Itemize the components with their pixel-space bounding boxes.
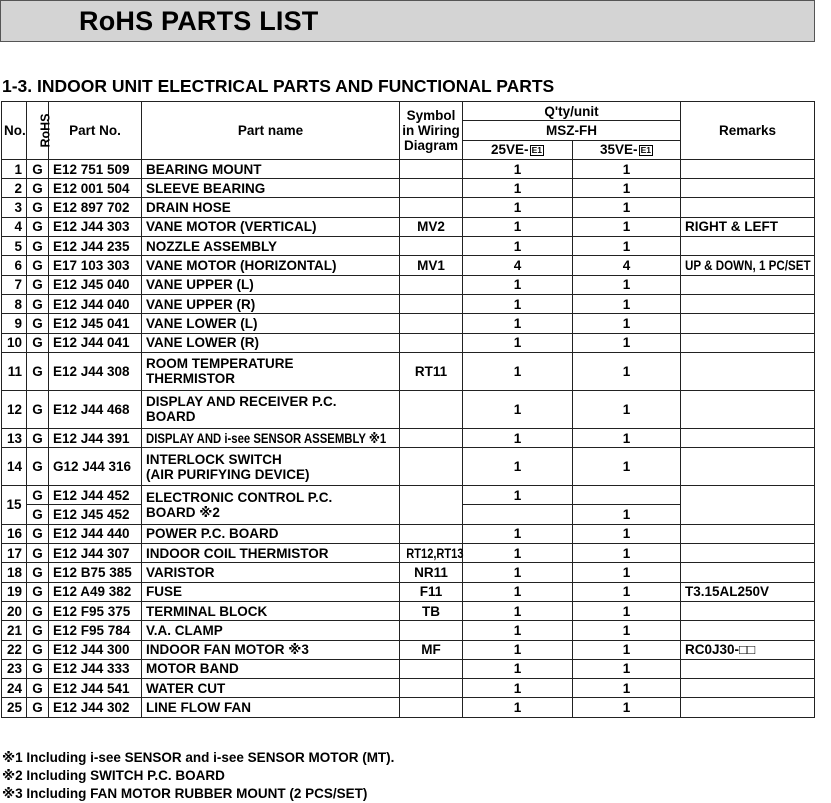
row-part-no: E12 J44 300 xyxy=(49,640,142,659)
row-no: 13 xyxy=(2,428,27,447)
row-part-name: INDOOR COIL THERMISTOR xyxy=(142,544,400,563)
row-remarks xyxy=(681,198,815,217)
table-row xyxy=(2,448,815,486)
row-part-no: E17 103 303 xyxy=(49,256,142,275)
table-row xyxy=(2,640,815,659)
row-rohs: G xyxy=(27,352,49,390)
row-qty-35: 1 xyxy=(573,217,681,236)
row-rohs: G xyxy=(27,679,49,698)
row-part-name: LINE FLOW FAN xyxy=(142,698,400,717)
row-symbol xyxy=(400,544,463,563)
row-no: 17 xyxy=(2,544,27,563)
row-symbol xyxy=(400,333,463,352)
row-qty-35: 1 xyxy=(573,582,681,601)
row-part-name: VANE MOTOR (HORIZONTAL) xyxy=(142,256,400,275)
row-part-name: MOTOR BAND xyxy=(142,659,400,678)
row-part-no: E12 J44 452 xyxy=(49,486,142,505)
row-part-no: E12 J44 333 xyxy=(49,659,142,678)
table-row xyxy=(2,659,815,678)
row-remarks: T3.15AL250V xyxy=(681,582,815,601)
row-rohs: G xyxy=(27,659,49,678)
row-part-name-line2: BOARD ※2 xyxy=(146,504,220,520)
row-qty-25: 1 xyxy=(463,698,573,717)
row-qty-25 xyxy=(463,505,573,524)
row-qty-25: 1 xyxy=(463,640,573,659)
row-part-no: E12 J44 041 xyxy=(49,333,142,352)
row-rohs: G xyxy=(27,640,49,659)
row-symbol: MV2 xyxy=(400,217,463,236)
row-no: 4 xyxy=(2,217,27,236)
row-qty-35: 1 xyxy=(573,390,681,428)
row-part-name: WATER CUT xyxy=(142,679,400,698)
header-part-no: Part No. xyxy=(49,102,142,160)
header-model: MSZ-FH xyxy=(463,121,681,140)
row-no: 6 xyxy=(2,256,27,275)
row-part-no: E12 J44 303 xyxy=(49,217,142,236)
row-qty-25: 1 xyxy=(463,448,573,486)
row-qty-25: 1 xyxy=(463,390,573,428)
row-part-name xyxy=(142,352,400,390)
row-qty-35: 1 xyxy=(573,698,681,717)
row-part-no: E12 J44 308 xyxy=(49,352,142,390)
row-part-no: E12 J44 302 xyxy=(49,698,142,717)
row-remarks: RC0J30-□□ xyxy=(681,640,815,659)
header-part-name: Part name xyxy=(142,102,400,160)
row-qty-25: 1 xyxy=(463,563,573,582)
row-part-no: E12 J44 307 xyxy=(49,544,142,563)
table-row xyxy=(2,237,815,256)
row-qty-35: 1 xyxy=(573,544,681,563)
row-part-name: SLEEVE BEARING xyxy=(142,179,400,198)
row-qty-35: 1 xyxy=(573,198,681,217)
row-symbol: MV1 xyxy=(400,256,463,275)
table-row xyxy=(2,563,815,582)
row-part-name: V.A. CLAMP xyxy=(142,621,400,640)
row-symbol xyxy=(400,524,463,543)
row-rohs: G xyxy=(27,486,49,505)
row-qty-25: 1 xyxy=(463,582,573,601)
header-band xyxy=(0,0,815,42)
row-qty-35: 1 xyxy=(573,237,681,256)
row-part-name: INDOOR FAN MOTOR ※3 xyxy=(142,640,400,659)
table-row xyxy=(2,198,815,217)
row-no: 15 xyxy=(2,486,27,525)
row-part-name: NOZZLE ASSEMBLY xyxy=(142,237,400,256)
row-qty-25: 1 xyxy=(463,198,573,217)
row-no: 12 xyxy=(2,390,27,428)
row-remarks xyxy=(681,294,815,313)
row-part-name: DRAIN HOSE xyxy=(142,198,400,217)
row-remarks xyxy=(681,486,815,525)
footnote-3: ※3 Including FAN MOTOR RUBBER MOUNT (2 PCS/SET) xyxy=(2,786,368,801)
row-symbol xyxy=(400,448,463,486)
table-row xyxy=(2,179,815,198)
row-part-name: TERMINAL BLOCK xyxy=(142,601,400,620)
row-remarks xyxy=(681,679,815,698)
row-symbol: F11 xyxy=(400,582,463,601)
row-symbol: NR11 xyxy=(400,563,463,582)
row-symbol xyxy=(400,275,463,294)
row-part-name-line2: (AIR PURIFYING DEVICE) xyxy=(146,466,310,482)
row-remarks xyxy=(681,621,815,640)
row-qty-35: 1 xyxy=(573,524,681,543)
row-part-no: E12 A49 382 xyxy=(49,582,142,601)
row-qty-25: 1 xyxy=(463,428,573,447)
row-qty-25: 1 xyxy=(463,314,573,333)
row-remarks xyxy=(681,601,815,620)
row-qty-25: 1 xyxy=(463,601,573,620)
row-part-no: E12 J44 541 xyxy=(49,679,142,698)
row-part-name: VANE UPPER (R) xyxy=(142,294,400,313)
header-symbol-line2: in Wiring xyxy=(402,122,460,138)
row-rohs: G xyxy=(27,621,49,640)
row-rohs: G xyxy=(27,179,49,198)
row-part-name xyxy=(142,486,400,525)
row-qty-35: 4 xyxy=(573,256,681,275)
row-qty-35: 1 xyxy=(573,601,681,620)
row-part-name xyxy=(142,390,400,428)
row-no: 23 xyxy=(2,659,27,678)
header-symbol-line3: Diagram xyxy=(403,137,459,153)
row-qty-25: 1 xyxy=(463,294,573,313)
row-remarks xyxy=(681,390,815,428)
header-qty: Q'ty/unit xyxy=(463,102,681,121)
row-qty-25: 1 xyxy=(463,159,573,178)
header-col-25-label: 25VE- xyxy=(491,142,529,158)
footnote-1: ※1 Including i-see SENSOR and i-see SENSOR MOTOR (MT). xyxy=(2,750,395,765)
table-row xyxy=(2,294,815,313)
row-symbol: RT11 xyxy=(400,352,463,390)
row-rohs: G xyxy=(27,698,49,717)
row-qty-35: 1 xyxy=(573,314,681,333)
parts-table xyxy=(1,101,815,718)
table-row xyxy=(2,428,815,447)
row-part-no: E12 J44 235 xyxy=(49,237,142,256)
row-rohs: G xyxy=(27,159,49,178)
row-part-name-line1: DISPLAY AND RECEIVER P.C. xyxy=(146,394,337,410)
row-symbol xyxy=(400,159,463,178)
row-rohs: G xyxy=(27,217,49,236)
row-qty-25: 1 xyxy=(463,679,573,698)
row-part-name-line2: THERMISTOR xyxy=(146,371,236,387)
row-no: 25 xyxy=(2,698,27,717)
row-part-name-line1: ELECTRONIC CONTROL P.C. xyxy=(146,489,333,505)
table-row xyxy=(2,256,815,275)
row-rohs: G xyxy=(27,428,49,447)
section-title: 1-3. INDOOR UNIT ELECTRICAL PARTS AND FUNCTIONAL PARTS xyxy=(2,76,555,96)
table-row xyxy=(2,621,815,640)
row-remarks xyxy=(681,659,815,678)
row-remarks-text: UP & DOWN, 1 PC/SET xyxy=(685,258,811,274)
row-part-name xyxy=(142,428,400,447)
row-no: 9 xyxy=(2,314,27,333)
table-row xyxy=(2,524,815,543)
row-remarks xyxy=(681,333,815,352)
row-qty-35: 1 xyxy=(573,275,681,294)
row-part-name-text: DISPLAY AND i-see SENSOR ASSEMBLY ※1 xyxy=(146,430,387,446)
row-rohs: G xyxy=(27,524,49,543)
row-rohs: G xyxy=(27,582,49,601)
row-symbol xyxy=(400,198,463,217)
row-remarks xyxy=(681,256,815,275)
row-remarks xyxy=(681,314,815,333)
row-rohs: G xyxy=(27,237,49,256)
row-symbol xyxy=(400,698,463,717)
row-rohs: G xyxy=(27,544,49,563)
footnote-2: ※2 Including SWITCH P.C. BOARD xyxy=(2,768,225,783)
row-symbol xyxy=(400,428,463,447)
row-remarks xyxy=(681,237,815,256)
header-symbol-line1: Symbol xyxy=(406,107,456,123)
row-rohs: G xyxy=(27,314,49,333)
table-row xyxy=(2,390,815,428)
row-remarks: RIGHT & LEFT xyxy=(681,217,815,236)
row-rohs: G xyxy=(27,294,49,313)
row-symbol xyxy=(400,659,463,678)
header-rohs xyxy=(27,102,53,160)
table-row xyxy=(2,352,815,390)
row-no: 14 xyxy=(2,448,27,486)
row-part-name: POWER P.C. BOARD xyxy=(142,524,400,543)
row-rohs: G xyxy=(27,601,49,620)
row-qty-25: 1 xyxy=(463,524,573,543)
row-part-name-line2: BOARD xyxy=(146,409,196,425)
row-part-name: FUSE xyxy=(142,582,400,601)
row-remarks xyxy=(681,544,815,563)
header-col-35 xyxy=(573,140,681,159)
row-qty-25: 1 xyxy=(463,217,573,236)
row-qty-35: 1 xyxy=(573,159,681,178)
table-row xyxy=(2,217,815,236)
row-qty-35: 1 xyxy=(573,505,681,524)
row-qty-35: 1 xyxy=(573,679,681,698)
row-part-no: E12 B75 385 xyxy=(49,563,142,582)
row-part-name: VANE UPPER (L) xyxy=(142,275,400,294)
table-row xyxy=(2,698,815,717)
row-qty-25: 1 xyxy=(463,486,573,505)
row-remarks xyxy=(681,698,815,717)
row-qty-35: 1 xyxy=(573,333,681,352)
table-row xyxy=(2,333,815,352)
header-remarks: Remarks xyxy=(681,102,815,160)
row-qty-25: 4 xyxy=(463,256,573,275)
table-row xyxy=(2,486,815,505)
row-part-name xyxy=(142,448,400,486)
row-remarks xyxy=(681,524,815,543)
row-symbol xyxy=(400,390,463,428)
row-part-no: E12 J44 391 xyxy=(49,428,142,447)
row-qty-25: 1 xyxy=(463,621,573,640)
row-rohs: G xyxy=(27,198,49,217)
row-qty-25: 1 xyxy=(463,352,573,390)
row-symbol xyxy=(400,314,463,333)
table-row xyxy=(2,679,815,698)
row-no: 24 xyxy=(2,679,27,698)
row-qty-25: 1 xyxy=(463,275,573,294)
row-qty-25: 1 xyxy=(463,179,573,198)
row-part-no: G12 J44 316 xyxy=(49,448,142,486)
header-col-25 xyxy=(463,140,573,159)
row-part-no: E12 J45 041 xyxy=(49,314,142,333)
row-remarks xyxy=(681,179,815,198)
row-qty-25: 1 xyxy=(463,544,573,563)
row-symbol xyxy=(400,237,463,256)
row-rohs: G xyxy=(27,505,49,524)
row-qty-35: 1 xyxy=(573,563,681,582)
row-qty-35: 1 xyxy=(573,659,681,678)
row-qty-35: 1 xyxy=(573,640,681,659)
table-row xyxy=(2,275,815,294)
row-qty-25: 1 xyxy=(463,333,573,352)
row-part-name: VARISTOR xyxy=(142,563,400,582)
mark-e1-box: E1 xyxy=(531,145,542,156)
footnotes xyxy=(2,749,394,803)
row-no: 11 xyxy=(2,352,27,390)
row-part-no: E12 001 504 xyxy=(49,179,142,198)
row-no: 19 xyxy=(2,582,27,601)
row-no: 2 xyxy=(2,179,27,198)
row-rohs: G xyxy=(27,448,49,486)
row-part-name: VANE MOTOR (VERTICAL) xyxy=(142,217,400,236)
row-part-name: BEARING MOUNT xyxy=(142,159,400,178)
header-col-35-label: 35VE- xyxy=(600,142,638,158)
header-symbol xyxy=(400,102,463,160)
row-rohs: G xyxy=(27,275,49,294)
row-no: 16 xyxy=(2,524,27,543)
table-row xyxy=(2,159,815,178)
row-rohs: G xyxy=(27,333,49,352)
row-no: 10 xyxy=(2,333,27,352)
row-part-no: E12 F95 375 xyxy=(49,601,142,620)
row-part-no: E12 J44 040 xyxy=(49,294,142,313)
row-symbol xyxy=(400,679,463,698)
row-part-no: E12 J44 440 xyxy=(49,524,142,543)
row-qty-35: 1 xyxy=(573,179,681,198)
row-remarks xyxy=(681,448,815,486)
header-rohs-label: RoHS xyxy=(38,113,53,148)
row-no: 7 xyxy=(2,275,27,294)
table-row xyxy=(2,601,815,620)
row-part-no: E12 J45 040 xyxy=(49,275,142,294)
row-qty-25: 1 xyxy=(463,659,573,678)
row-part-name-line1: INTERLOCK SWITCH xyxy=(146,451,282,467)
row-remarks xyxy=(681,159,815,178)
row-symbol xyxy=(400,621,463,640)
row-no: 1 xyxy=(2,159,27,178)
row-rohs: G xyxy=(27,256,49,275)
row-no: 8 xyxy=(2,294,27,313)
row-no: 18 xyxy=(2,563,27,582)
row-part-name: VANE LOWER (L) xyxy=(142,314,400,333)
row-no: 3 xyxy=(2,198,27,217)
row-qty-35 xyxy=(573,486,681,505)
row-remarks xyxy=(681,275,815,294)
row-remarks xyxy=(681,428,815,447)
row-part-name: VANE LOWER (R) xyxy=(142,333,400,352)
row-qty-35: 1 xyxy=(573,428,681,447)
row-qty-35: 1 xyxy=(573,621,681,640)
row-symbol: TB xyxy=(400,601,463,620)
row-rohs: G xyxy=(27,390,49,428)
table-row xyxy=(2,544,815,563)
row-no: 20 xyxy=(2,601,27,620)
row-part-no: E12 J45 452 xyxy=(49,505,142,524)
row-symbol xyxy=(400,294,463,313)
row-no: 21 xyxy=(2,621,27,640)
row-no: 22 xyxy=(2,640,27,659)
row-part-no: E12 897 702 xyxy=(49,198,142,217)
row-symbol: MF xyxy=(400,640,463,659)
row-part-no: E12 J44 468 xyxy=(49,390,142,428)
row-rohs: G xyxy=(27,563,49,582)
row-remarks xyxy=(681,352,815,390)
table-row xyxy=(2,314,815,333)
page-title: RoHS PARTS LIST xyxy=(79,6,319,36)
row-no: 5 xyxy=(2,237,27,256)
row-part-name-line1: ROOM TEMPERATURE xyxy=(146,356,294,372)
row-remarks xyxy=(681,563,815,582)
row-qty-35: 1 xyxy=(573,294,681,313)
row-qty-35: 1 xyxy=(573,352,681,390)
table-row xyxy=(2,582,815,601)
header-no: No. xyxy=(2,102,27,160)
mark-e1-box: E1 xyxy=(640,145,651,156)
row-part-no: E12 F95 784 xyxy=(49,621,142,640)
row-symbol xyxy=(400,179,463,198)
row-qty-35: 1 xyxy=(573,448,681,486)
row-qty-25: 1 xyxy=(463,237,573,256)
row-symbol xyxy=(400,486,463,525)
row-part-no: E12 751 509 xyxy=(49,159,142,178)
row-symbol-text: RT12,RT13 xyxy=(406,545,464,561)
